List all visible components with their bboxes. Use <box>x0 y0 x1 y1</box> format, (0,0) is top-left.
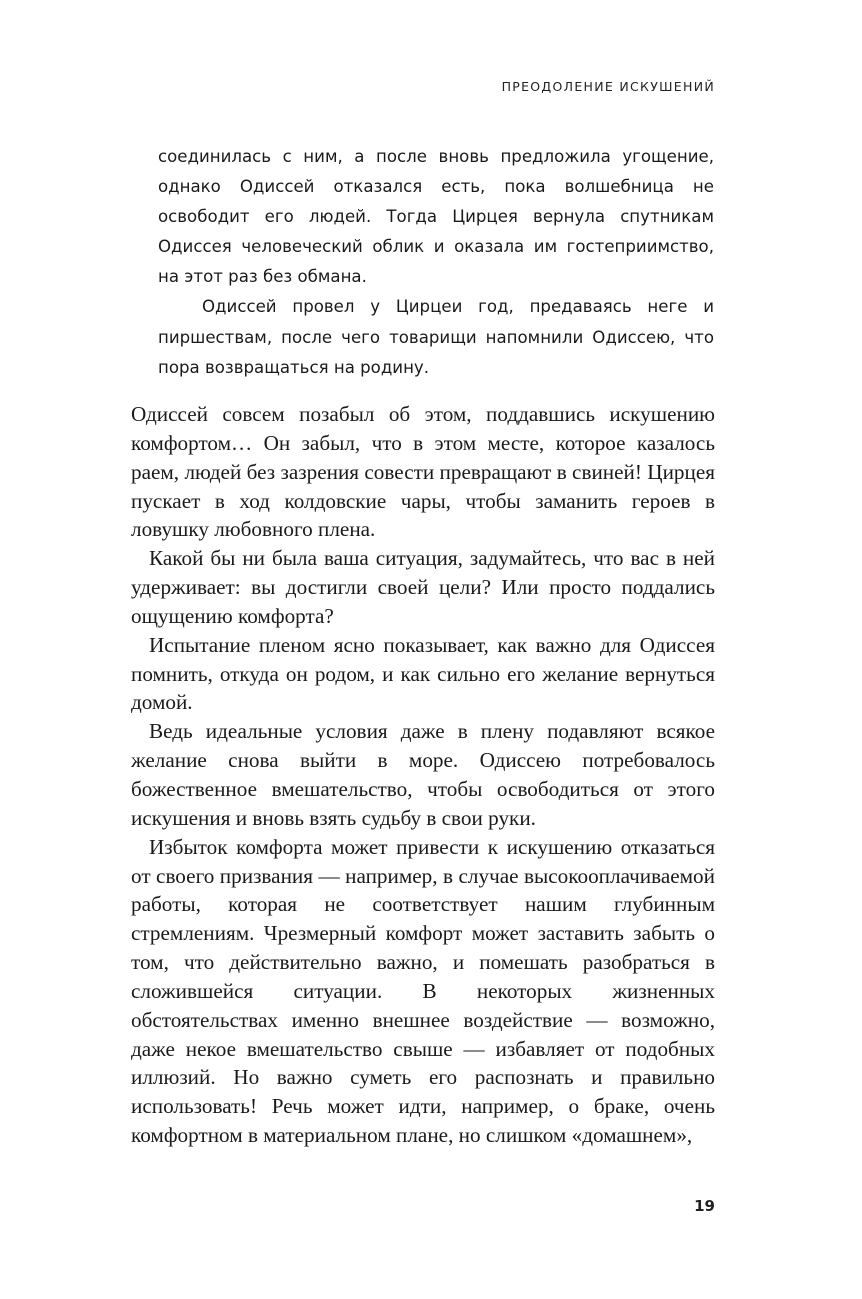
main-text <box>131 400 715 1150</box>
body-paragraph: Какой бы ни была ваша ситуация, задумайтесь, что вас в ней удерживает: вы достигли своей цели? Или просто поддались ощущению комфорта? <box>131 546 715 628</box>
quote-paragraph: Одиссей провел у Цирцеи год, предаваясь неге и пиршествам, после чего товарищи напомнили Одиссею, что пора возвращаться на родину. <box>158 297 714 377</box>
body-paragraph: Ведь идеальные условия даже в плену подавляют всякое желание снова выйти в море. Одиссею потребовалось божественное вмешательство, чтобы освободиться от этого искушения и вновь взять судьбу в свои руки. <box>131 719 715 830</box>
running-header: ПРЕОДОЛЕНИЕ ИСКУШЕНИЙ <box>501 79 715 94</box>
body-paragraph: Избыток комфорта может привести к искушению отказаться от своего призвания — например, в случае высокооплачиваемой работы, которая не соответствует нашим глубинным стремлениям. Чрезмерный комфорт может заставить забыть о том, что действительно важно, и помешать разобраться в сложившейся ситуации. В некоторых жизненных обстоятельствах именно внешнее воздействие — возможно, даже некое вмешательство свыше — избавляет от подобных иллюзий. Но важно суметь его распознать и правильно использовать! Речь может идти, например, о браке, очень комфортном в материальном плане, но слишком «домашнем», <box>131 834 715 1148</box>
quoted-passage <box>158 142 714 383</box>
body-paragraph: Испытание пленом ясно показывает, как важно для Одиссея помнить, откуда он родом, и как сильно его желание вернуться домой. <box>131 632 715 715</box>
body-paragraph: Одиссей совсем позабыл об этом, поддавшись искушению комфортом… Он забыл, что в этом месте, которое казалось раем, людей без зазрения совести превращают в свиней! Цирцея пускает в ход колдовские чары, чтобы заманить героев в ловушку любовного плена. <box>131 402 715 542</box>
page-number: 19 <box>694 1197 715 1215</box>
quote-paragraph: соединилась с ним, а после вновь предложила угощение, однако Одиссей отказался есть, пока волшебница не освободит его людей. Тогда Цирцея вернула спутникам Одиссея человеческий облик и оказала им гостеприимство, на этот раз без обмана. <box>158 147 714 287</box>
